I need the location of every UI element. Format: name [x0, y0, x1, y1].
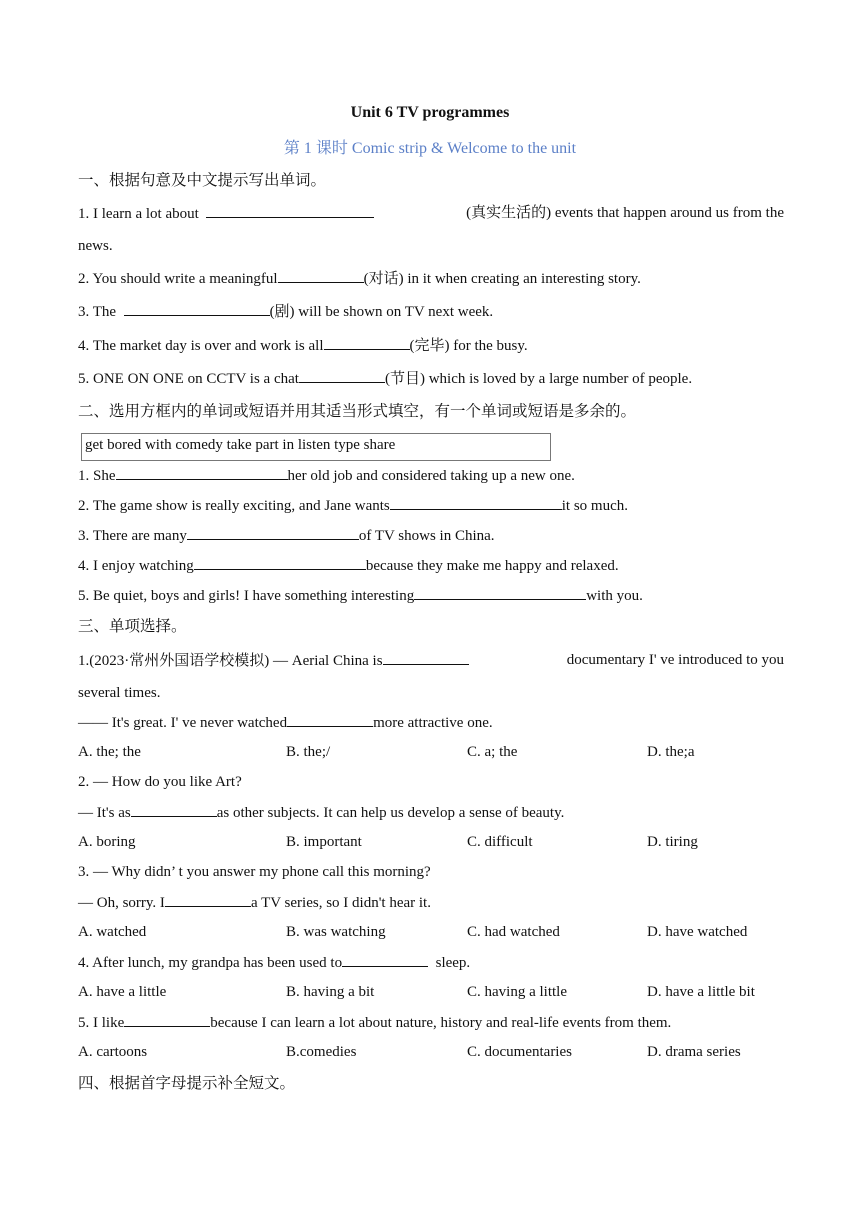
q1-option-d[interactable]: D. the;a	[647, 744, 695, 760]
section-2-heading: 二、选用方框内的单词或短语并用其适当形式填空，有一个单词或短语是多余的。	[78, 402, 637, 420]
answer-blank[interactable]	[414, 585, 586, 600]
q4-option-b[interactable]: B. having a bit	[286, 984, 375, 1000]
s2-question-1: 1. She her old job and considered taking up a new one.	[78, 465, 575, 486]
q3-option-c[interactable]: C. had watched	[467, 924, 560, 940]
q3-option-b[interactable]: B. was watching	[286, 924, 386, 940]
s3-question-3-reply: — Oh, sorry. I a TV series, so I didn't hear it.	[78, 892, 431, 913]
answer-blank[interactable]	[390, 495, 562, 510]
word-box-text: get bored with comedy take part in listen type share	[85, 437, 396, 453]
s3-question-3: 3. — Why didn’ t you answer my phone call this morning?	[78, 864, 431, 880]
section-1-heading: 一、根据句意及中文提示写出单词。	[78, 171, 327, 189]
answer-blank[interactable]	[116, 465, 288, 480]
answer-blank[interactable]	[383, 650, 469, 665]
s1-question-4: 4. The market day is over and work is all (完毕) for the busy.	[78, 335, 528, 356]
q3-option-a[interactable]: A. watched	[78, 924, 147, 940]
s1-question-3: 3. The (剧) will be shown on TV next week.	[78, 301, 493, 322]
q1-option-b[interactable]: B. the;/	[286, 744, 331, 760]
answer-blank[interactable]	[206, 203, 374, 218]
answer-blank[interactable]	[165, 892, 251, 907]
answer-blank[interactable]	[324, 335, 410, 350]
s3-question-1-reply: —— It's great. I' ve never watched more attractive one.	[78, 712, 493, 733]
s2-question-5: 5. Be quiet, boys and girls! I have something interesting with you.	[78, 585, 643, 606]
q5-option-d[interactable]: D. drama series	[647, 1044, 741, 1060]
q1-option-a[interactable]: A. the; the	[78, 744, 141, 760]
q2-option-c[interactable]: C. difficult	[467, 834, 533, 850]
s1-question-1-cont: news.	[78, 238, 113, 254]
q5-option-b[interactable]: B.comedies	[286, 1044, 357, 1060]
answer-blank[interactable]	[131, 802, 217, 817]
section-3-heading: 三、单项选择。	[78, 617, 187, 635]
q5-option-a[interactable]: A. cartoons	[78, 1044, 148, 1060]
q2-option-d[interactable]: D. tiring	[647, 834, 698, 850]
s3-question-4: 4. After lunch, my grandpa has been used to sleep.	[78, 952, 470, 973]
lesson-subtitle: 第 1 课时 Comic strip & Welcome to the unit	[283, 140, 577, 157]
q5-option-c[interactable]: C. documentaries	[467, 1044, 572, 1060]
s1-question-1: 1. I learn a lot about (真实生活的) events that happen around us from the	[78, 205, 784, 222]
section-4-heading: 四、根据首字母提示补全短文。	[78, 1074, 296, 1092]
s3-question-2: 2. — How do you like Art?	[78, 774, 242, 790]
q3-option-d[interactable]: D. have watched	[647, 924, 748, 940]
answer-blank[interactable]	[124, 301, 270, 316]
s2-question-4: 4. I enjoy watching because they make me happy and relaxed.	[78, 555, 619, 576]
answer-blank[interactable]	[194, 555, 366, 570]
q2-option-a[interactable]: A. boring	[78, 834, 136, 850]
s1-question-2: 2. You should write a meaningful (对话) in it when creating an interesting story.	[78, 268, 641, 289]
s1-question-5: 5. ONE ON ONE on CCTV is a chat (节目) which is loved by a large number of people.	[78, 368, 692, 389]
s2-question-2: 2. The game show is really exciting, and Jane wants it so much.	[78, 495, 628, 516]
answer-blank[interactable]	[299, 368, 385, 383]
s3-question-1-cont: several times.	[78, 685, 161, 701]
answer-blank[interactable]	[187, 525, 359, 540]
q1-option-c[interactable]: C. a; the	[467, 744, 518, 760]
answer-blank[interactable]	[342, 952, 428, 967]
q4-option-d[interactable]: D. have a little bit	[647, 984, 755, 1000]
s2-question-3: 3. There are many of TV shows in China.	[78, 525, 495, 546]
q2-option-b[interactable]: B. important	[286, 834, 362, 850]
q4-option-c[interactable]: C. having a little	[467, 984, 567, 1000]
answer-blank[interactable]	[287, 712, 373, 727]
answer-blank[interactable]	[124, 1012, 210, 1027]
word-box	[81, 433, 551, 461]
q4-option-a[interactable]: A. have a little	[78, 984, 167, 1000]
page-title: Unit 6 TV programmes	[350, 104, 510, 121]
s3-question-1: 1.(2023·常州外国语学校模拟) — Aerial China is documentary I' ve introduced to you	[78, 652, 784, 669]
s3-question-5: 5. I like because I can learn a lot about nature, history and real-life events from them.	[78, 1012, 671, 1033]
answer-blank[interactable]	[278, 268, 364, 283]
s3-question-2-reply: — It's as as other subjects. It can help us develop a sense of beauty.	[78, 802, 564, 823]
